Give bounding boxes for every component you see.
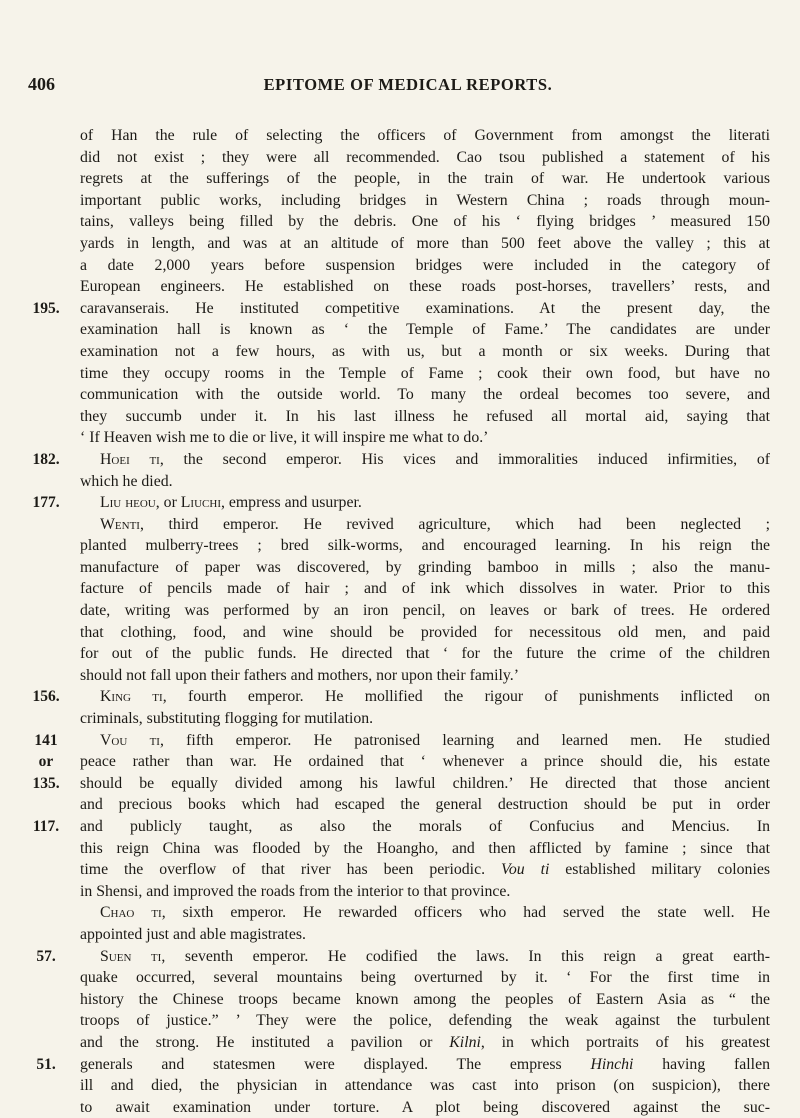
line-text [80, 384, 770, 406]
text-run: caravanserais. He instituted competitive examinations. At the present day, the [80, 299, 770, 317]
line-text [80, 902, 770, 924]
line-text [80, 708, 770, 730]
text-line [0, 427, 800, 449]
line-text [80, 363, 770, 385]
line-text [80, 168, 770, 190]
text-line [0, 1097, 800, 1118]
line-text [80, 794, 770, 816]
text-line [0, 514, 800, 536]
line-text [80, 730, 770, 752]
line-text [80, 622, 770, 644]
text-run: this reign China was flooded by the Hoangho, and then afflicted by famine ; since that [80, 839, 770, 857]
line-text [80, 449, 770, 471]
margin-date: 177. [32, 494, 60, 512]
line-text [80, 471, 770, 493]
text-run: , the second emperor. His vices and immoralities induced infirmities, of [159, 450, 770, 468]
text-line [0, 730, 800, 752]
line-text [80, 427, 770, 449]
line-text [80, 147, 770, 169]
text-line [0, 1075, 800, 1097]
text-line [0, 255, 800, 277]
margin-date: 51. [36, 1055, 56, 1073]
text-run: , or [155, 494, 181, 512]
text-run: time they occupy rooms in the Temple of Fame ; cook their own food, but have no [80, 364, 770, 382]
text-line [0, 794, 800, 816]
margin-date: 141 [34, 731, 58, 749]
text-line [0, 319, 800, 341]
text-run: appointed just and able magistrates. [80, 925, 306, 943]
text-line [0, 125, 800, 147]
text-line [0, 1010, 800, 1032]
line-text [80, 773, 770, 795]
text-line [0, 298, 800, 320]
text-run: and the strong. He instituted a pavilion or [80, 1033, 450, 1051]
line-text [80, 557, 770, 579]
ruler-name: Suen ti [100, 947, 162, 965]
text-run: should not fall upon their fathers and mothers, nor upon their family.’ [80, 666, 519, 684]
text-run: of Han the rule of selecting the officers of Government from amongst the literati [80, 127, 770, 144]
text-run: yards in length, and was at an altitude of more than 500 feet above the valley ; this at [80, 234, 770, 252]
line-text [80, 319, 770, 341]
line-text [80, 514, 770, 536]
line-text [80, 1097, 770, 1118]
line-text [80, 255, 770, 277]
text-run: tains, valleys being filled by the debris. One of his ‘ flying bridges ’ measured 150 [80, 213, 770, 231]
text-run: criminals, substituting flogging for mutilation. [80, 710, 374, 728]
text-run: a date 2,000 years before suspension bridges were included in the category of [80, 256, 770, 274]
text-line [0, 686, 800, 708]
line-text [80, 125, 770, 147]
ruler-name: Chao ti [100, 904, 162, 922]
text-line [0, 449, 800, 471]
text-run: that clothing, food, and wine should be provided for necessitous old men, and paid [80, 623, 770, 641]
italic-term: Kilni [449, 1033, 481, 1051]
ruler-name: King ti [100, 688, 163, 706]
text-run: ‘ If Heaven wish me to die or live, it will inspire me what to do.’ [80, 429, 489, 447]
text-run: , empress and usurper. [220, 494, 362, 512]
text-line [0, 147, 800, 169]
line-text [80, 233, 770, 255]
italic-term: Hinchi [590, 1055, 634, 1073]
text-line [0, 1032, 800, 1054]
text-line [0, 600, 800, 622]
line-text [80, 535, 770, 557]
text-run: and precious books which had escaped the general destruction should be put in order [80, 796, 770, 814]
margin-date: 156. [32, 688, 60, 706]
ruler-name: Liu heou [100, 494, 156, 512]
text-run: should be equally divided among his lawful children.’ He directed that those ancient [80, 774, 770, 792]
text-line [0, 967, 800, 989]
text-line [0, 924, 800, 946]
line-text [80, 600, 770, 622]
margin-date: 57. [36, 947, 56, 965]
text-line [0, 902, 800, 924]
line-text [80, 276, 770, 298]
page-number: 406 [28, 74, 55, 94]
text-line [0, 751, 800, 773]
text-run: in Shensi, and improved the roads from the interior to that province. [80, 882, 511, 900]
line-text [80, 190, 770, 212]
text-line [0, 363, 800, 385]
text-line [0, 190, 800, 212]
text-run: regrets at the sufferings of the people, in the train of war. He undertook various [80, 170, 770, 188]
text-run: , third emperor. He revived agriculture, which had been neglected ; [139, 515, 770, 533]
text-line [0, 406, 800, 428]
text-line [0, 816, 800, 838]
text-run: established military colonies [549, 861, 770, 879]
text-line [0, 492, 800, 514]
text-run: they succumb under it. In his last illness he refused all mortal aid, saying that [80, 407, 770, 425]
text-line [0, 341, 800, 363]
line-text [80, 643, 770, 665]
text-line [0, 773, 800, 795]
text-run: troops of justice.” ’ They were the police, defending the weak against the turbulent [80, 1012, 770, 1030]
text-line [0, 838, 800, 860]
text-line [0, 1054, 800, 1076]
line-text [80, 881, 770, 903]
text-run: date, writing was performed by an iron pencil, on leaves or bark of trees. He ordered [80, 602, 770, 620]
line-text [80, 1075, 770, 1097]
text-run: , fifth emperor. He patronised learning and learned men. He studied [159, 731, 770, 749]
line-text [80, 989, 770, 1011]
text-run: did not exist ; they were all recommended. Cao tsou published a statement of his [80, 148, 770, 166]
ruler-name: Wenti [100, 515, 140, 533]
text-line [0, 233, 800, 255]
text-line [0, 535, 800, 557]
text-run: , fourth emperor. He mollified the rigour of punishments inflicted on [162, 688, 770, 706]
text-run: and publicly taught, as also the morals of Confucius and Mencius. In [80, 818, 770, 835]
line-text [80, 578, 770, 600]
line-text [80, 406, 770, 428]
line-text [80, 341, 770, 363]
text-line [0, 946, 800, 968]
ruler-name: Vou ti [100, 731, 160, 749]
ruler-name: Liuchi [180, 494, 221, 512]
text-line [0, 989, 800, 1011]
line-text [80, 211, 770, 233]
running-head: EPITOME OF MEDICAL REPORTS. [263, 75, 553, 94]
text-run: manufacture of paper was discovered, by grinding bamboo in mills ; also the manu- [80, 558, 770, 576]
text-run: , in which portraits of his greatest [480, 1033, 770, 1051]
text-run: for out of the public funds. He directed that ‘ for the future the crime of the children [80, 645, 770, 663]
line-text [80, 838, 770, 860]
text-line [0, 643, 800, 665]
line-text [80, 1010, 770, 1032]
text-line [0, 622, 800, 644]
line-text [80, 492, 770, 514]
text-line [0, 881, 800, 903]
body-text [0, 125, 800, 1118]
line-text [80, 686, 770, 708]
text-line [0, 211, 800, 233]
text-run: peace rather than war. He ordained that ‘ whenever a prince should die, his estate [80, 753, 770, 771]
text-run: planted mulberry-trees ; bred silk-worms, and encouraged learning. In his reign the [80, 537, 770, 555]
text-run: history the Chinese troops became known among the peoples of Eastern Asia as “ the [80, 990, 770, 1008]
margin-date: 195. [32, 299, 60, 317]
text-line [0, 471, 800, 493]
text-line [0, 557, 800, 579]
text-line [0, 276, 800, 298]
text-run: to await examination under torture. A plot being discovered against the suc- [80, 1098, 770, 1116]
text-run: quake occurred, several mountains being overturned by it. ‘ For the first time in [80, 969, 770, 987]
margin-date: 117. [32, 818, 60, 835]
text-line [0, 665, 800, 687]
margin-date: or [38, 753, 54, 771]
line-text [80, 1054, 770, 1076]
line-text [80, 859, 770, 881]
line-text [80, 665, 770, 687]
text-run: ill and died, the physician in attendance was cast into prison (on suspicion), there [80, 1077, 770, 1095]
line-text [80, 298, 770, 320]
text-run: time the overflow of that river has been periodic. [80, 861, 501, 879]
margin-date: 135. [32, 774, 60, 792]
text-run: having fallen [633, 1055, 770, 1073]
text-run: which he died. [80, 472, 173, 490]
text-line [0, 578, 800, 600]
text-run: generals and statesmen were displayed. The empress [80, 1055, 591, 1073]
line-text [80, 751, 770, 773]
text-line [0, 708, 800, 730]
text-run: , seventh emperor. He codified the laws. In this reign a great earth- [161, 947, 770, 965]
line-text [80, 1032, 770, 1054]
text-run: facture of pencils made of hair ; and of ink which dissolves in water. Prior to this [80, 580, 770, 598]
text-run: communication with the outside world. To many the ordeal becomes too severe, and [80, 386, 770, 404]
text-line [0, 384, 800, 406]
text-run: , sixth emperor. He rewarded officers who had served the state well. He [161, 904, 770, 922]
text-line [0, 168, 800, 190]
text-line [0, 859, 800, 881]
line-text [80, 924, 770, 946]
page-header [28, 74, 788, 98]
ruler-name: Hoei ti [100, 450, 160, 468]
italic-term: Vou ti [500, 861, 550, 879]
text-run: examination hall is known as ‘ the Temple of Fame.’ The candidates are under [80, 321, 770, 339]
margin-date: 182. [32, 450, 60, 468]
line-text [80, 946, 770, 968]
text-run: important public works, including bridges in Western China ; roads through moun- [80, 191, 770, 209]
text-run: European engineers. He established on these roads post-horses, travellers’ rests, and [80, 278, 770, 296]
line-text [80, 816, 770, 838]
line-text [80, 967, 770, 989]
text-run: examination not a few hours, as with us, but a month or six weeks. During that [80, 342, 770, 360]
